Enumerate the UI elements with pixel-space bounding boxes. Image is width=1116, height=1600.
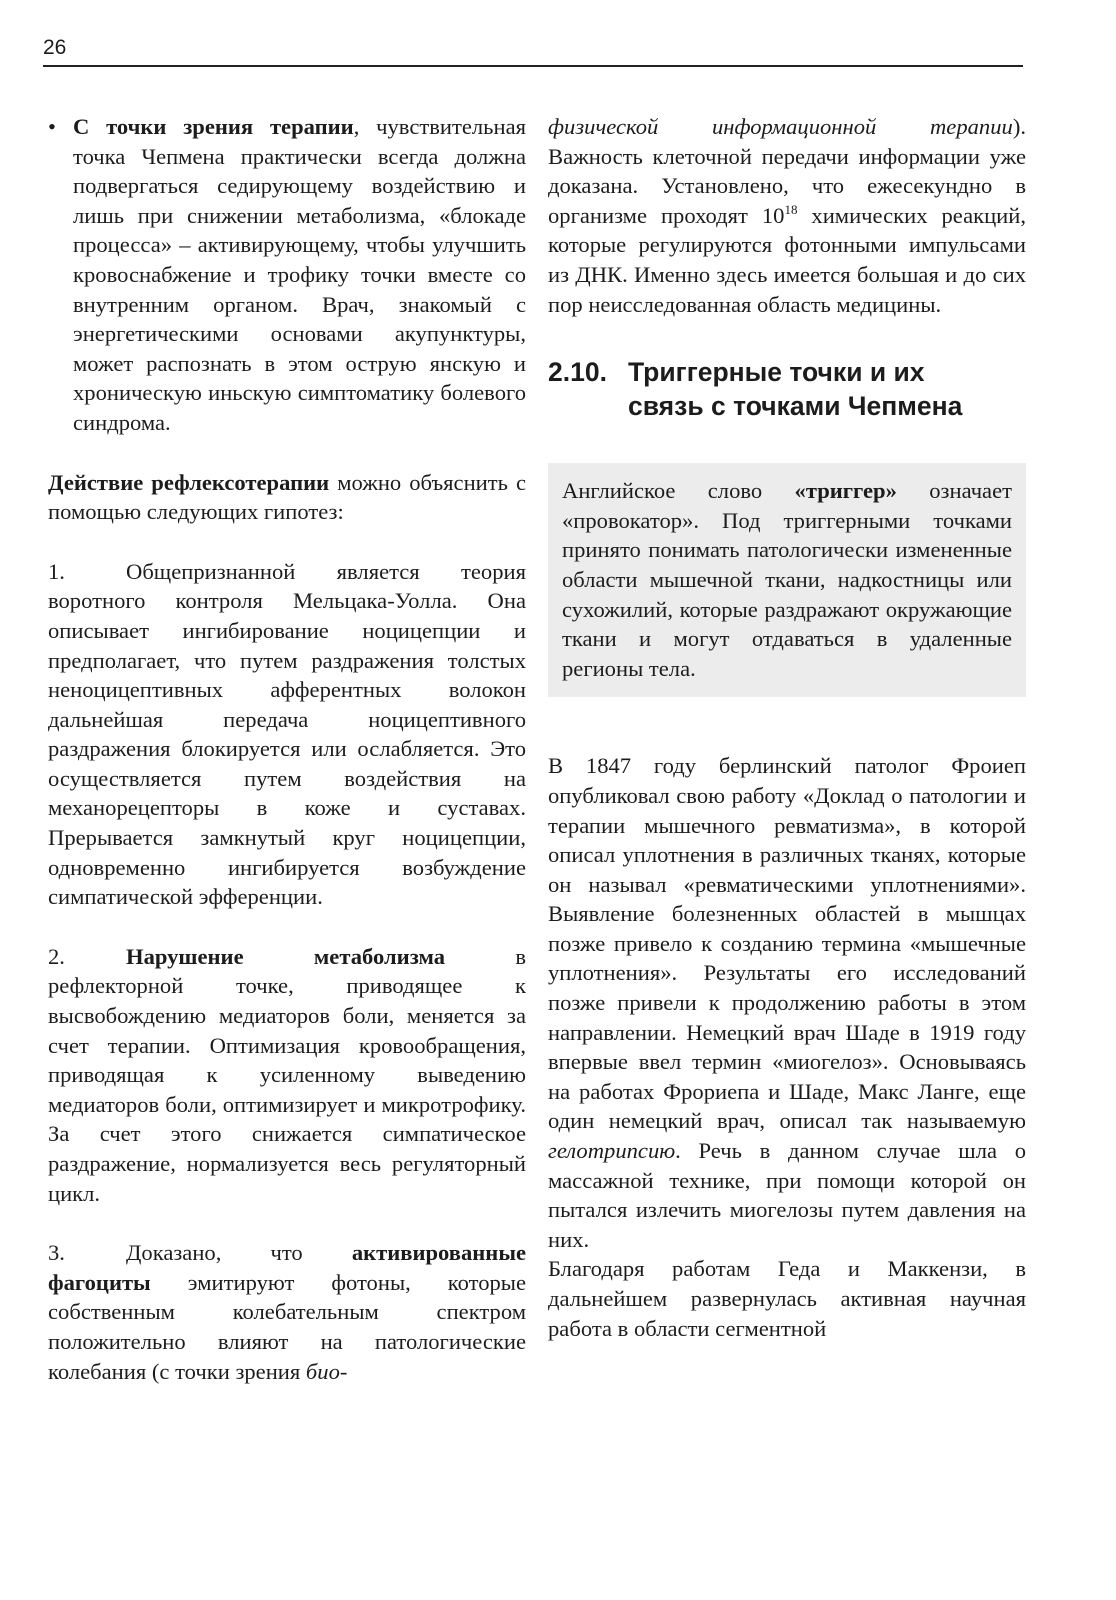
exponent-superscript: 18: [784, 201, 798, 217]
hypothesis-3-text-after: эмитируют фотоны, которые собственным колебательным спектром положительно влияют на патологические колебания (с точки зрения: [48, 1269, 526, 1384]
history-last-paragraph: Благодаря работам Геда и Маккензи, в дальнейшем развернулась активная научная работа в области сегментной: [548, 1256, 1026, 1341]
callout-text-after: означает «провокатор». Под триггерными точками принято понимать патологически измененные области мышечной ткани, надкостницы или сухожилий, которые раздражают окружающие ткани и могут отдаваться в удаленные регионы тела.: [562, 478, 1012, 681]
continuation-text-b: химических реакций, которые регулируются фотонными импульсами из ДНК. Именно здесь имеется большая и до сих пор неисследованная область медицины.: [548, 202, 1026, 317]
bullet-text: , чувствительная точка Чепмена практически всегда должна подвергаться седирующему воздействию и лишь при снижении метаболизма, «блокаде процесса» – активирующему, чтобы улучшить кровоснабжение и трофику точки вместе со внутренним органом. Врач, знакомый с энергетическими основами акупунктуры, может распознать в этом острую янскую и хроническую иньскую симптоматику болевого синдрома.: [73, 114, 526, 435]
left-column: [48, 112, 526, 1386]
hypothesis-3-text-before: Доказано, что: [126, 1240, 352, 1266]
hypothesis-2-number: 2.: [48, 943, 65, 969]
callout-text-before: Английское слово: [562, 478, 795, 504]
definition-callout-box: [548, 463, 1026, 697]
section-number: 2.10.: [548, 357, 607, 388]
bullet-bold-lead: С точки зрения терапии: [73, 114, 354, 139]
continuation-paragraph: [548, 112, 1026, 319]
hypothesis-2-bold-lead: Нарушение метаболизма: [126, 943, 445, 969]
continuation-text-a: ). Важность клеточной передачи информации уже доказана. Установлено, что ежесекундно в организме проходят 10: [548, 114, 1026, 228]
history-text-after: . Речь в данном случае шла о массажной технике, при помощи которой он пытался излечить миогелозы путем давления на них.: [548, 1138, 1026, 1252]
hypothesis-1-number: 1.: [48, 558, 65, 584]
callout-bold-term: «триггер»: [794, 478, 897, 504]
continuation-italic-head: физической информационной терапии: [548, 114, 1013, 139]
bullet-marker: •: [48, 114, 56, 139]
hypothesis-2-text: в рефлекторной точке, приводящее к высвобождению медиаторов боли, меняется за счет терапии. Оптимизация кровообращения, приводящая к усиленному выведению медиаторов боли, оптимизирует и микротрофику. За счет этого снижается симпатическое раздражение, нормализуется весь регуляторный цикл.: [48, 943, 526, 1206]
section-heading: [548, 355, 1026, 423]
hypothesis-3-italic-tail: био-: [305, 1358, 348, 1384]
history-italic-term: гелотрипсию: [548, 1138, 676, 1164]
hypothesis-2: [48, 942, 526, 1208]
section-title-line-2: связь с точками Чепмена: [628, 391, 963, 422]
hypothesis-3-number: 3.: [48, 1240, 65, 1266]
intro-paragraph: [48, 468, 526, 527]
history-paragraph: [548, 751, 1026, 1254]
intro-bold-lead: Действие рефлексотерапии: [48, 469, 330, 495]
hypothesis-3-bold-lead: активированные фагоциты: [48, 1240, 526, 1295]
bullet-paragraph: [48, 112, 526, 438]
history-text-before: В 1847 году берлинский патолог Фроиеп опубликовал свою работу «Доклад о патологии и терапии мышечного ревматизма», в которой описал уплотнения в различных тканях, которые он называл «ревматическими уплотнениями». Выявление болезненных областей в мышцах позже привело к созданию термина «мышечные уплотнения». Результаты его исследований позже привели к продолжению работы в этом направлении. Немецкий врач Шаде в 1919 году впервые ввел термин «миогелоз». Основываясь на работах Фрориепа и Шаде, Макс Ланге, еще один немецкий врач, описал так называемую: [548, 753, 1026, 1134]
hypothesis-1: [48, 557, 526, 912]
callout-paragraph: [562, 476, 1012, 683]
header-rule: [43, 65, 1023, 67]
page-number: 26: [43, 36, 67, 59]
section-title-line-1: Триггерные точки и их: [628, 357, 925, 388]
right-column: [548, 112, 1026, 1343]
hypothesis-1-text: Общепризнанной является теория воротного контроля Мельцака-Уолла. Она описывает ингибирование ноцицепции и предполагает, что путем раздражения толстых неноцицептивных афферентных волокон дальнейшая передача ноцицептивного раздражения блокируется или ослабляется. Это осуществляется путем воздействия на механорецепторы в коже и суставах. Прерывается замкнутый круг ноцицепции, одновременно ингибируется возбуждение симпатической эфференции.: [48, 558, 526, 910]
hypothesis-3: [48, 1238, 526, 1386]
intro-text: можно объяснить с помощью следующих гипотез:: [48, 469, 527, 525]
